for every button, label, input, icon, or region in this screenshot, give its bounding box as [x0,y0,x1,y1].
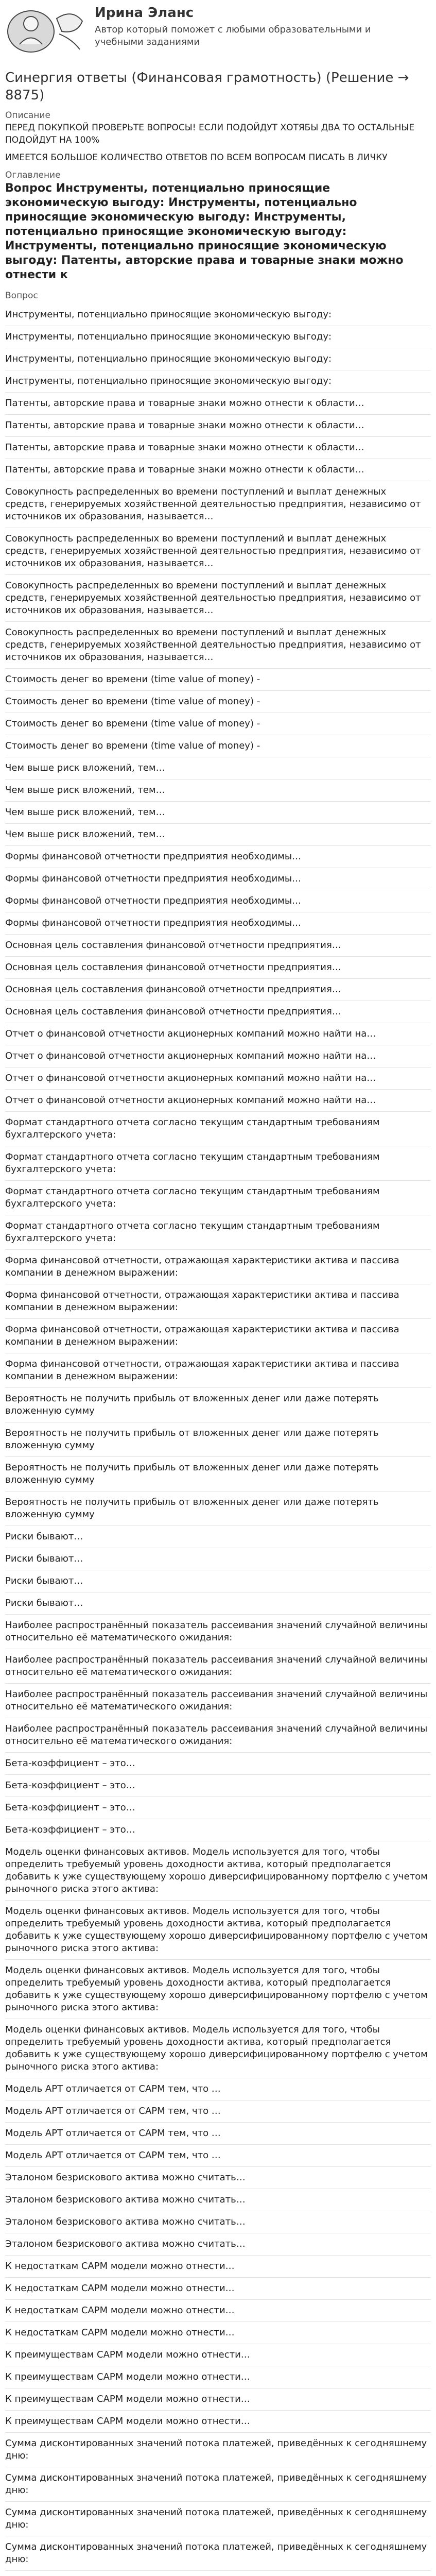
question-item[interactable]: Отчет о финансовой отчетности акционерных компаний можно найти на… [5,1023,431,1045]
question-item[interactable]: Патенты, авторские права и товарные знаки можно отнести к области… [5,459,431,481]
question-item[interactable]: Эталоном безрискового актива можно считать… [5,2233,431,2256]
toc-heading[interactable]: Вопрос Инструменты, потенциально приносящие экономическую выгоду: Инструменты, потенциально приносящие экономическую выгоду: Инструменты, потенциально приносящие экономическую выгоду: Инструменты, потенциально приносящие экономическую выгоду: Патенты, авторские права и товарные знаки можно отнести к [5,182,404,281]
question-item[interactable]: Риски бывают… [5,1526,431,1548]
question-item[interactable]: Чем выше риск вложений, тем… [5,802,431,824]
author-avatar[interactable] [5,3,88,55]
question-item[interactable]: Инструменты, потенциально приносящие экономическую выгоду: [5,326,431,348]
question-item[interactable]: Риски бывают… [5,1548,431,1570]
question-item[interactable]: Совокупность распределенных во времени поступлений и выплат денежных средств, генерируемых хозяйственной деятельностью предприятия, независимо от источников их образования, называется… [5,481,431,528]
question-item[interactable]: Отчет о финансовой отчетности акционерных компаний можно найти на… [5,1067,431,1090]
question-item[interactable]: Стоимость денег во времени (time value of money) - [5,735,431,757]
question-item[interactable]: Инструменты, потенциально приносящие экономическую выгоду: [5,304,431,326]
question-item[interactable]: Эталоном безрискового актива можно считать… [5,2211,431,2233]
question-item[interactable]: Основная цель составления финансовой отчетности предприятия… [5,1001,431,1023]
toc-label: Оглавление [5,170,61,180]
question-item[interactable]: Стоимость денег во времени (time value of money) - [5,691,431,713]
question-item[interactable]: Инструменты, потенциально приносящие экономическую выгоду: [5,348,431,370]
author-info [95,3,404,48]
question-item[interactable]: К преимуществам CAPM модели можно отнести… [5,2388,431,2411]
question-item[interactable]: Сумма дисконтированных значений потока платежей, приведённых к сегодняшнему дню: [5,2536,431,2571]
description-label: Описание [5,110,50,121]
question-item[interactable]: Наиболее распространённый показатель рассеивания значений случайной величины относительно её математического ожидания: [5,1684,431,1718]
author-card[interactable] [5,0,431,60]
question-item[interactable]: Формат стандартного отчета согласно текущим стандартным требованиям бухгалтерского учета: [5,1112,431,1146]
question-item[interactable]: Совокупность распределенных во времени поступлений и выплат денежных средств, генерируемых хозяйственной деятельностью предприятия, независимо от источников их образования, называется… [5,528,431,575]
description-text: ПЕРЕД ПОКУПКОЙ ПРОВЕРЬТЕ ВОПРОСЫ! ЕСЛИ ПОДОЙДУТ ХОТЯБЫ ДВА ТО ОСТАЛЬНЫЕ ПОДОЙДУТ НА 100% [5,123,415,145]
question-item[interactable]: Наиболее распространённый показатель рассеивания значений случайной величины относительно её математического ожидания: [5,1718,431,1753]
question-item[interactable]: Модель оценки финансовых активов. Модель используется для того, чтобы определить требуемый уровень доходности актива, который предполагается добавить к уже существующему хорошо диверсифицированному портфелю с учетом рыночного риска этого актива: [5,1960,431,2019]
author-description: Автор который поможет с любыми образовательными и учебными заданиями [95,24,371,47]
question-item[interactable]: Патенты, авторские права и товарные знаки можно отнести к области… [5,437,431,459]
question-item[interactable]: Форма финансовой отчетности, отражающая характеристики актива и пассива компании в денежном выражении: [5,1250,431,1284]
question-item[interactable]: Риски бывают… [5,1570,431,1592]
question-item[interactable]: Совокупность распределенных во времени поступлений и выплат денежных средств, генерируемых хозяйственной деятельностью предприятия, независимо от источников их образования, называется… [5,622,431,669]
question-item[interactable]: Отчет о финансовой отчетности акционерных компаний можно найти на… [5,1045,431,1067]
question-item[interactable]: К недостаткам CAPM модели можно отнести… [5,2256,431,2278]
question-item[interactable]: Эталоном безрискового актива можно считать… [5,2189,431,2211]
question-item[interactable]: Форма финансовой отчетности, отражающая характеристики актива и пассива компании в денежном выражении: [5,1353,431,1388]
question-item[interactable]: Основная цель составления финансовой отчетности предприятия… [5,979,431,1001]
question-item[interactable]: Риски бывают… [5,1592,431,1615]
question-item[interactable]: Стоимость денег во времени (time value of money) - [5,713,431,735]
question-item[interactable]: Форма финансовой отчетности, отражающая характеристики актива и пассива компании в денежном выражении: [5,1319,431,1353]
question-item[interactable]: Сумма дисконтированных значений потока платежей, приведённых к сегодняшнему дню: [5,2502,431,2536]
question-item[interactable]: Модель APT отличается от CAPM тем, что … [5,2123,431,2145]
question-item[interactable]: Бета-коэффициент – это… [5,1797,431,1819]
question-item[interactable]: Сумма дисконтированных значений потока платежей, приведённых к сегодняшнему дню: [5,2467,431,2502]
question-item[interactable]: Модель оценки финансовых активов. Модель используется для того, чтобы определить требуемый уровень доходности актива, который предполагается добавить к уже существующему хорошо диверсифицированному портфелю с учетом рыночного риска этого актива: [5,1841,431,1901]
question-item[interactable]: Модель APT отличается от CAPM тем, что … [5,2100,431,2123]
question-item[interactable]: Формы финансовой отчетности предприятия необходимы… [5,912,431,935]
question-item[interactable]: К преимуществам CAPM модели можно отнести… [5,2411,431,2433]
description-text-2: ИМЕЕТСЯ БОЛЬШОЕ КОЛИЧЕСТВО ОТВЕТОВ ПО ВСЕМ ВОПРОСАМ ПИСАТЬ В ЛИЧКУ [5,152,388,163]
question-item[interactable]: К недостаткам CAPM модели можно отнести… [5,2300,431,2322]
question-item[interactable]: Бета-коэффициент – это… [5,1753,431,1775]
question-item[interactable]: Патенты, авторские права и товарные знаки можно отнести к области… [5,393,431,415]
question-item[interactable]: Бета-коэффициент – это… [5,1775,431,1797]
question-item[interactable]: Чем выше риск вложений, тем… [5,779,431,802]
question-item[interactable]: Вероятность не получить прибыль от вложенных денег или даже потерять вложенную сумму [5,1422,431,1457]
question-item[interactable]: К преимуществам CAPM модели можно отнести… [5,2366,431,2388]
question-item[interactable]: Бета-коэффициент – это… [5,1819,431,1841]
question-item[interactable]: Модель APT отличается от CAPM тем, что … [5,2078,431,2100]
question-item[interactable]: Формат стандартного отчета согласно текущим стандартным требованиям бухгалтерского учета: [5,1181,431,1215]
question-item[interactable]: Модель APT отличается от CAPM тем, что … [5,2145,431,2167]
question-item[interactable]: Формы финансовой отчетности предприятия необходимы… [5,868,431,890]
question-item[interactable]: Чем выше риск вложений, тем… [5,824,431,846]
questions-label: Вопрос [5,291,38,301]
question-item[interactable]: Чем выше риск вложений, тем… [5,757,431,779]
question-item[interactable]: Эталоном безрискового актива можно считать… [5,2167,431,2189]
question-item[interactable]: Основная цель составления финансовой отчетности предприятия… [5,935,431,957]
question-item[interactable]: Модель оценки финансовых активов. Модель используется для того, чтобы определить требуемый уровень доходности актива, который предполагается добавить к уже существующему хорошо диверсифицированному портфелю с учетом рыночного риска этого актива: [5,2019,431,2078]
question-item[interactable]: К преимуществам CAPM модели можно отнести… [5,2344,431,2366]
question-item[interactable]: Наиболее распространённый показатель рассеивания значений случайной величины относительно её математического ожидания: [5,1615,431,1649]
question-item[interactable]: Совокупность распределенных во времени поступлений и выплат денежных средств, генерируемых хозяйственной деятельностью предприятия, независимо от источников их образования, называется… [5,575,431,622]
question-item[interactable]: Формат стандартного отчета согласно текущим стандартным требованиям бухгалтерского учета: [5,1146,431,1181]
question-item[interactable]: Форма финансовой отчетности, отражающая характеристики актива и пассива компании в денежном выражении: [5,1284,431,1319]
question-item[interactable]: К недостаткам CAPM модели можно отнести… [5,2322,431,2344]
question-item[interactable]: Инструменты, потенциально приносящие экономическую выгоду: [5,370,431,393]
question-item[interactable]: Формат стандартного отчета согласно текущим стандартным требованиям бухгалтерского учета: [5,1215,431,1250]
question-item[interactable]: Модель оценки финансовых активов. Модель используется для того, чтобы определить требуемый уровень доходности актива, который предполагается добавить к уже существующему хорошо диверсифицированному портфелю с учетом рыночного риска этого актива: [5,1901,431,1960]
question-item[interactable]: Вероятность не получить прибыль от вложенных денег или даже потерять вложенную сумму [5,1457,431,1492]
question-item[interactable]: Патенты, авторские права и товарные знаки можно отнести к области… [5,415,431,437]
author-name[interactable]: Ирина Эланс [95,5,194,21]
question-list [5,304,431,2576]
page-title: Синергия ответы (Финансовая грамотность) (Решение → 8875) [5,70,409,103]
question-item[interactable]: Формы финансовой отчетности предприятия необходимы… [5,846,431,868]
question-item[interactable]: Вероятность не получить прибыль от вложенных денег или даже потерять вложенную сумму [5,1388,431,1422]
question-item[interactable]: Основная цель составления финансовой отчетности предприятия… [5,957,431,979]
question-item[interactable] [5,2571,431,2576]
question-item[interactable]: Стоимость денег во времени (time value of money) - [5,669,431,691]
question-item[interactable]: Вероятность не получить прибыль от вложенных денег или даже потерять вложенную сумму [5,1492,431,1526]
question-item[interactable]: К недостаткам CAPM модели можно отнести… [5,2278,431,2300]
question-item[interactable]: Наиболее распространённый показатель рассеивания значений случайной величины относительно её математического ожидания: [5,1649,431,1684]
question-item[interactable]: Отчет о финансовой отчетности акционерных компаний можно найти на… [5,1090,431,1112]
question-item[interactable]: Сумма дисконтированных значений потока платежей, приведённых к сегодняшнему дню: [5,2433,431,2467]
question-item[interactable]: Формы финансовой отчетности предприятия необходимы… [5,890,431,912]
